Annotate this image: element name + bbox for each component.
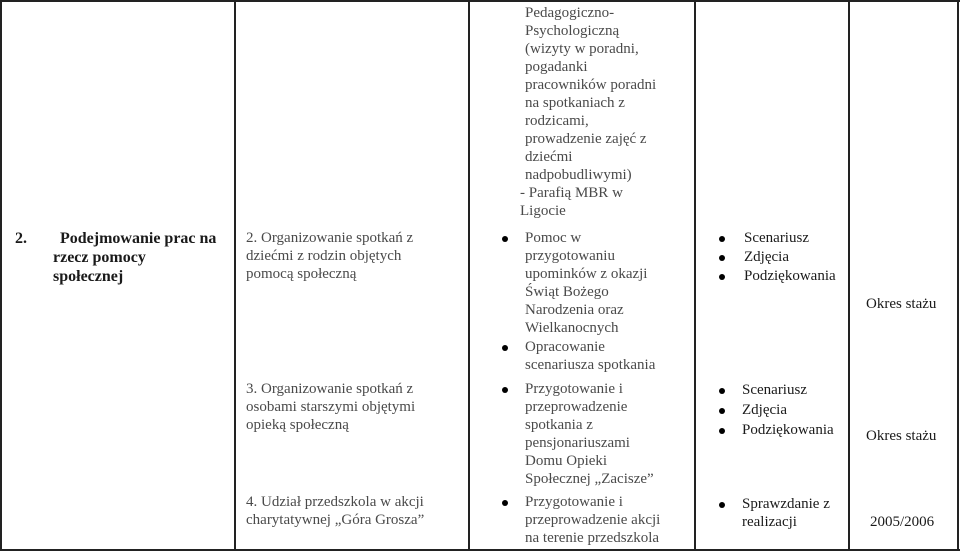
term-1: Okres stażu	[866, 296, 937, 312]
bullet-icon	[502, 500, 508, 506]
column-divider-1	[234, 0, 236, 551]
method-line-1: Pedagogiczno-	[525, 5, 615, 21]
bullet-icon	[719, 428, 725, 434]
method-bullet-3-line-5: Domu Opieki	[525, 453, 608, 469]
method-bullet-1-line-1: Pomoc w	[525, 230, 582, 246]
method-bullet-1-line-3: upominków z okazji	[525, 266, 648, 282]
action-2-line-3: pomocą społeczną	[246, 266, 357, 282]
section-number: 2.	[15, 230, 27, 247]
method-bullet-1-line-2: przygotowaniu	[525, 248, 615, 264]
action-3-line-3: opieką społeczną	[246, 417, 349, 433]
bullet-icon	[719, 236, 725, 242]
term-3: 2005/2006	[870, 514, 935, 530]
section-title-line-3: społecznej	[53, 268, 124, 285]
method-bullet-4-line-3: na terenie przedszkola	[525, 530, 660, 546]
method-line-2: Psychologiczną	[525, 23, 620, 39]
method-line-4: pogadanki	[525, 59, 588, 75]
method-bullet-2-line-2: scenariusza spotkania	[525, 357, 656, 373]
column-divider-3	[694, 0, 696, 551]
method-bullet-3-line-1: Przygotowanie i	[525, 381, 623, 397]
method-bullet-3-line-4: pensjonariuszami	[525, 435, 630, 451]
method-line-6: na spotkaniach z	[525, 95, 625, 111]
evidence-2-item-2: Zdjęcia	[742, 402, 787, 418]
method-line-3: (wizyty w poradni,	[525, 41, 639, 57]
bullet-icon	[502, 236, 508, 242]
bullet-icon	[502, 387, 508, 393]
bullet-icon	[719, 274, 725, 280]
method-bullet-1-line-5: Narodzenia oraz	[525, 302, 624, 318]
bullet-icon	[719, 502, 725, 508]
action-3-line-2: osobami starszymi objętymi	[246, 399, 416, 415]
section-title-line-2: rzecz pomocy	[53, 249, 146, 266]
action-4-line-2: charytatywnej „Góra Grosza”	[246, 512, 425, 528]
method-line-10: nadpobudliwymi)	[525, 167, 632, 183]
method-bullet-3-line-2: przeprowadzenie	[525, 399, 628, 415]
method-line-5: pracowników poradni	[525, 77, 657, 93]
bullet-icon	[719, 255, 725, 261]
evidence-1-item-1: Scenariusz	[744, 230, 809, 246]
method-line-9: dziećmi	[525, 149, 573, 165]
table-border-left	[0, 0, 2, 551]
evidence-2-item-3: Podziękowania	[742, 422, 834, 438]
column-divider-4	[848, 0, 850, 551]
method-bullet-2-line-1: Opracowanie	[525, 339, 605, 355]
method-bullet-4-line-1: Przygotowanie i	[525, 494, 623, 510]
method-line-12: Ligocie	[520, 203, 566, 219]
method-bullet-4-line-2: przeprowadzenie akcji	[525, 512, 661, 528]
evidence-1-item-2: Zdjęcia	[744, 249, 789, 265]
action-2-line-1: 2. Organizowanie spotkań z	[246, 230, 414, 246]
method-line-8: prowadzenie zajęć z	[525, 131, 647, 147]
table-border-top	[0, 0, 960, 2]
method-bullet-3-line-3: spotkania z	[525, 417, 593, 433]
action-4-line-1: 4. Udział przedszkola w akcji	[246, 494, 424, 510]
term-2: Okres stażu	[866, 428, 937, 444]
section-title-line-1: Podejmowanie prac na	[60, 230, 217, 247]
method-line-11: - Parafią MBR w	[520, 185, 623, 201]
method-bullet-1-line-6: Wielkanocnych	[525, 320, 619, 336]
method-line-7: rodzicami,	[525, 113, 589, 129]
evidence-3-item-1: Sprawzdanie z	[742, 496, 830, 512]
method-bullet-3-line-6: Społecznej „Zacisze”	[525, 471, 654, 487]
action-3-line-1: 3. Organizowanie spotkań z	[246, 381, 414, 397]
column-divider-2	[468, 0, 470, 551]
table-border-right	[957, 0, 959, 551]
evidence-2-item-1: Scenariusz	[742, 382, 807, 398]
bullet-icon	[719, 388, 725, 394]
action-2-line-2: dziećmi z rodzin objętych	[246, 248, 402, 264]
bullet-icon	[502, 345, 508, 351]
bullet-icon	[719, 408, 725, 414]
method-bullet-1-line-4: Świąt Bożego	[525, 284, 609, 300]
evidence-3-item-2: realizacji	[742, 514, 797, 530]
evidence-1-item-3: Podziękowania	[744, 268, 836, 284]
